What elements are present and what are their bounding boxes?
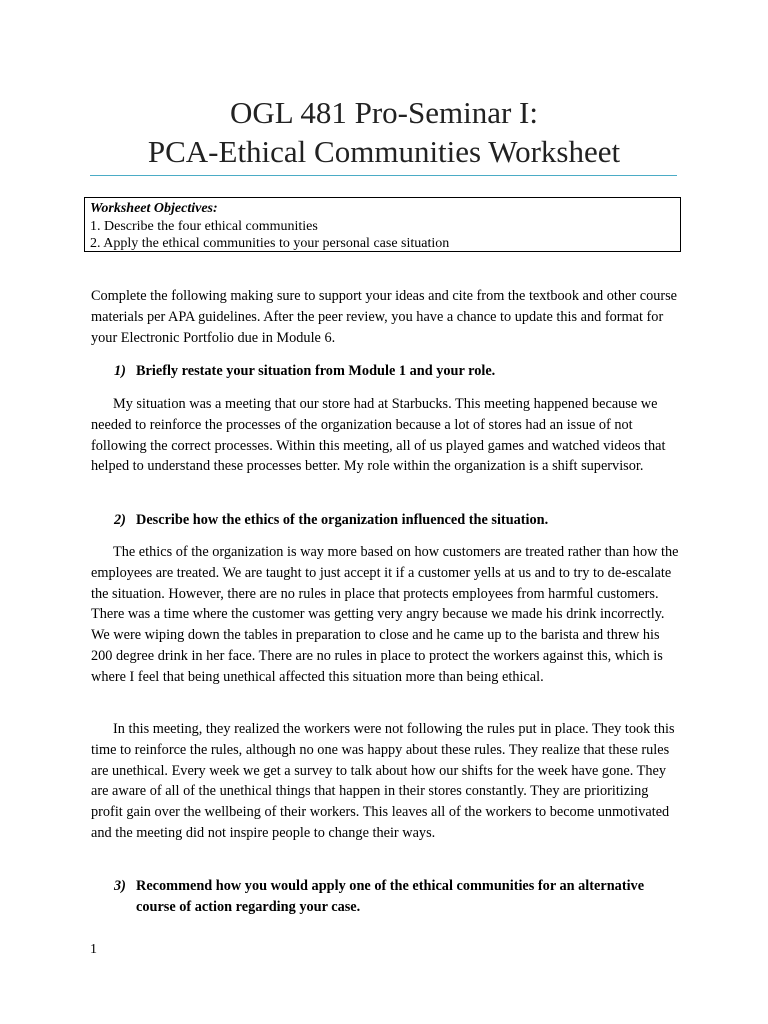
question-text: Describe how the ethics of the organization influenced the situation. [136,512,549,528]
question-number: 2) [114,512,126,528]
answer-2-paragraph-2: In this meeting, they realized the workers were not following the rules put in place. They took this time to reinforce the rules, although no one was happy about these rules. They realize that these rules are unethical. Every week we get a survey to talk about how our shifts for the week have gone. They are aware of all of the unethical things that happen in their stores constantly. They are prioritizing profit gain over the wellbeing of their workers. This leaves all of the workers to become unmotivated and the meeting did not inspire people to change their ways. [91,721,675,841]
question-1 [114,361,674,382]
answer-1-paragraph: My situation was a meeting that our store had at Starbucks. This meeting happened because we needed to reinforce the processes of the organization because a lot of stores had an issue of not following the correct processes. Within this meeting, all of us played games and watched videos that helped to understand these processes better. My role within the organization is a shift supervisor. [91,396,666,475]
title-underline [90,175,677,176]
answer-2-paragraph-1: The ethics of the organization is way more based on how customers are treated rather than how the employees are treated. We are taught to just accept it if a customer yells at us and to try to de-escalate the situation. However, there are no rules in place that protects employees from harmful customers. There was a time where the customer was getting very angry because we made his drink incorrectly. We were wiping down the tables in preparation to close and he came up to the barista and threw his 200 degree drink in her face. There are no rules in place to protect the workers against this, which is where I feel that being unethical affected this situation more than being ethical. [91,544,679,685]
objectives-heading: Worksheet Objectives: [90,201,218,216]
question-number: 1) [114,363,126,379]
document-title-line-2: PCA-Ethical Communities Worksheet [147,134,621,169]
objective-item: 2. Apply the ethical communities to your personal case situation [90,236,450,251]
document-title-line-1: OGL 481 Pro-Seminar I: [230,95,538,130]
question-number: 3) [114,878,126,894]
intro-paragraph: Complete the following making sure to support your ideas and cite from the textbook and other course materials per APA guidelines. After the peer review, you have a chance to update this and format for your Electronic Portfolio due in Module 6. [91,288,678,346]
question-2 [114,510,674,531]
objective-item: 1. Describe the four ethical communities [90,218,318,234]
question-3 [114,876,674,918]
question-text: Briefly restate your situation from Module 1 and your role. [136,363,496,379]
question-text: Recommend how you would apply one of the ethical communities for an alternative course of action regarding your case. [136,878,645,915]
objectives-box [84,197,681,252]
page-number: 1 [90,942,97,957]
